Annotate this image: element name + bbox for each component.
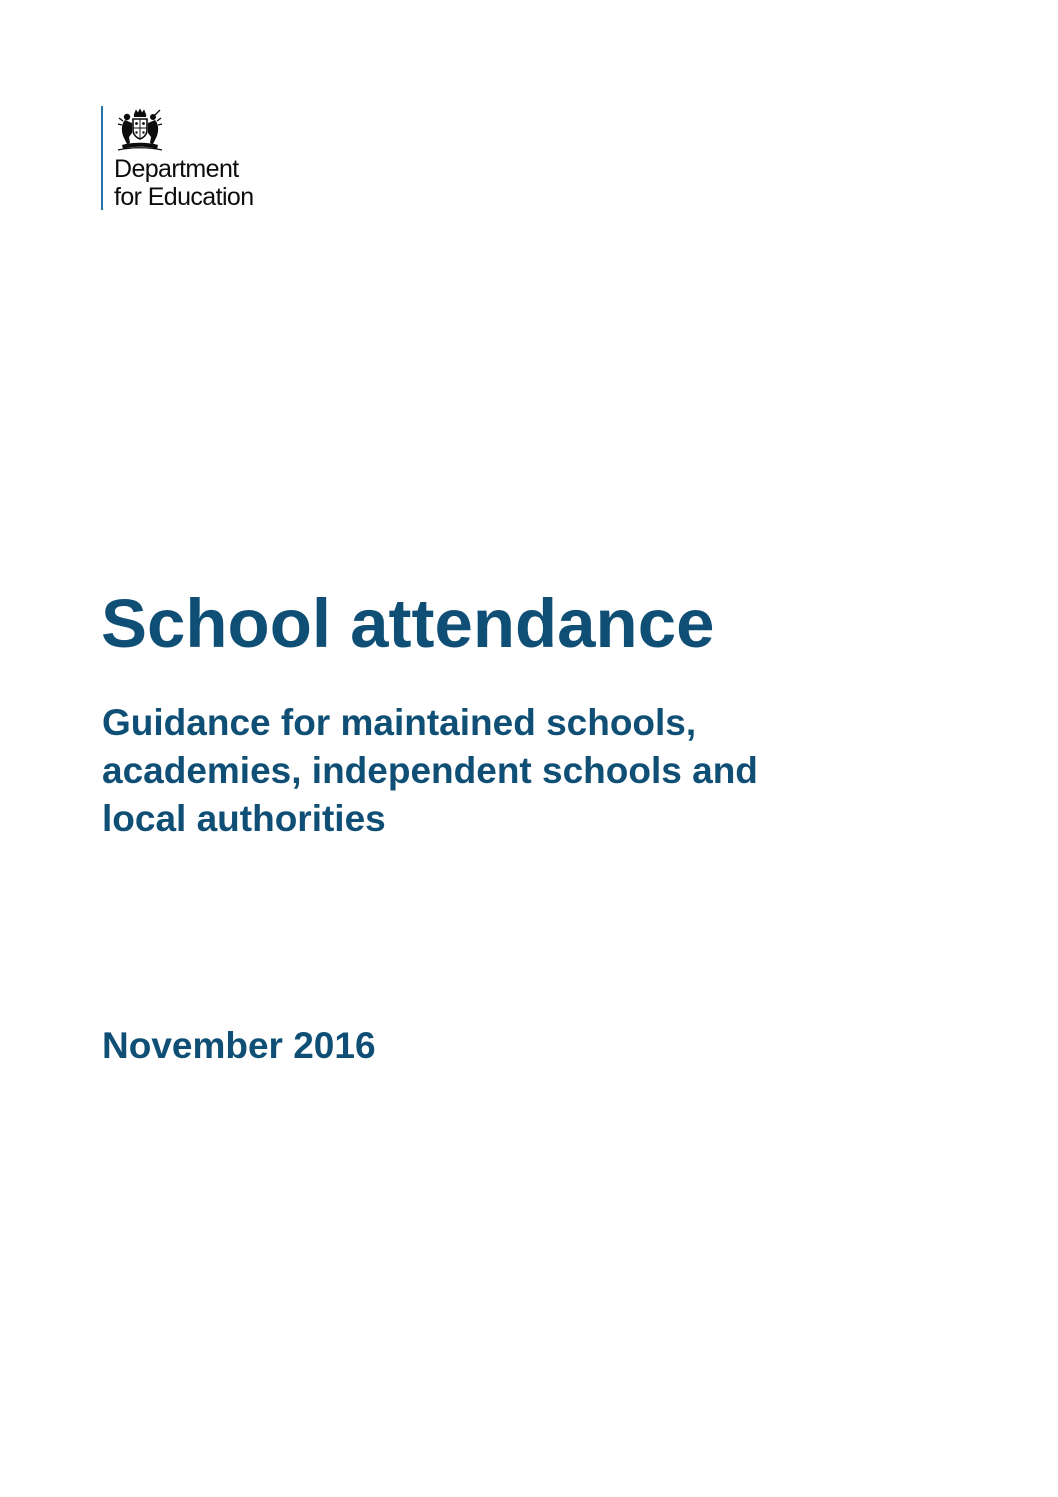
publication-date: November 2016 (102, 1025, 376, 1066)
logo-rule (101, 106, 103, 210)
royal-coat-of-arms-icon (113, 108, 167, 152)
document-subtitle (102, 699, 902, 843)
subtitle-line: Guidance for maintained schools, (102, 702, 697, 743)
document-title: School attendance (101, 585, 715, 662)
department-name-line1: Department (114, 155, 239, 183)
department-name-line2: for Education (114, 183, 254, 211)
subtitle-line: academies, independent schools and (102, 750, 758, 791)
department-logo (101, 106, 321, 210)
subtitle-line: local authorities (102, 798, 386, 839)
department-name (114, 155, 254, 211)
